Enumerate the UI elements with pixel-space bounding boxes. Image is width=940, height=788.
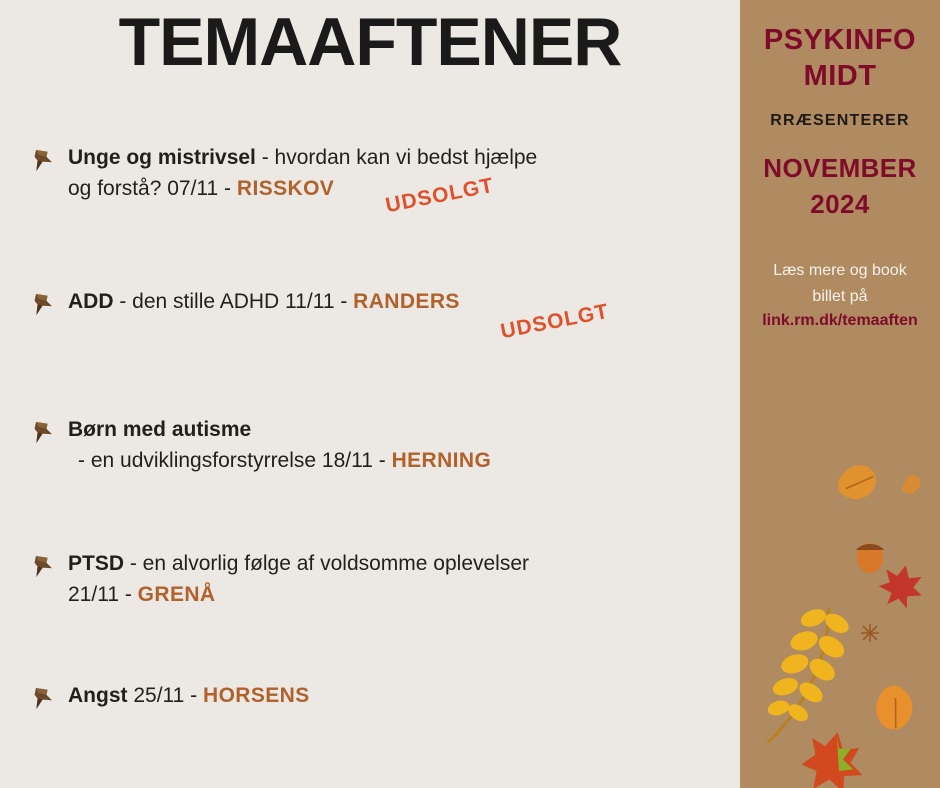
event-title: Angst	[68, 684, 128, 707]
month-year: 2024	[810, 189, 870, 219]
month-name: NOVEMBER	[763, 153, 917, 183]
event-title: PTSD	[68, 552, 125, 575]
event-text: - en udviklingsforstyrrelse 18/11 -	[78, 449, 392, 472]
pushpin-icon	[28, 146, 56, 174]
event-city: HERNING	[391, 449, 492, 472]
event-text: 25/11 -	[127, 684, 203, 707]
event-item	[0, 680, 740, 740]
event-item	[0, 414, 740, 476]
event-text: og forstå? 07/11 -	[68, 177, 237, 200]
event-city: RANDERS	[353, 290, 460, 313]
status-badge: UDSOLGT	[498, 299, 611, 344]
brand-line-2: MIDT	[803, 60, 877, 92]
event-list	[0, 140, 740, 740]
event-city: GRENÅ	[137, 583, 216, 606]
booking-info	[740, 258, 940, 310]
event-line	[68, 142, 720, 173]
booking-link[interactable]: link.rm.dk/temaaften	[762, 312, 918, 329]
event-title: Børn med autisme	[68, 418, 252, 441]
event-title: ADD	[68, 290, 114, 313]
pushpin-icon	[28, 552, 56, 580]
pushpin-icon	[28, 418, 56, 446]
event-text: 21/11 -	[68, 583, 138, 606]
booking-info-line-1: Læs mere og book	[773, 262, 907, 279]
booking-info-line-2: billet på	[812, 288, 868, 305]
autumn-leaves-decoration	[740, 458, 940, 788]
event-text: - hvordan kan vi bedst hjælpe	[255, 146, 538, 169]
event-city: HORSENS	[203, 684, 310, 707]
event-text: - en alvorlig følge af voldsomme oplevelser	[124, 552, 530, 575]
event-line	[68, 286, 720, 317]
event-line	[68, 414, 720, 445]
month-label	[740, 150, 940, 222]
event-text: - den stille ADHD 11/11 -	[113, 290, 354, 313]
status-badge: UDSOLGT	[383, 173, 496, 218]
event-line	[68, 548, 720, 579]
event-line	[68, 445, 720, 476]
presents-label: RRÆSENTERER	[770, 112, 910, 129]
pushpin-icon	[28, 290, 56, 318]
event-item	[0, 142, 740, 218]
page-title: TEMAAFTENER	[118, 4, 622, 80]
brand-line-1: PSYKINFO	[763, 24, 917, 56]
event-item	[0, 548, 740, 610]
event-line	[68, 579, 720, 610]
brand-name	[740, 22, 940, 94]
pushpin-icon	[28, 684, 56, 712]
sidebar	[740, 0, 940, 788]
event-line	[68, 680, 720, 711]
event-title: Unge og mistrivsel	[68, 146, 256, 169]
event-item	[0, 286, 740, 346]
event-city: RISSKOV	[236, 177, 335, 200]
